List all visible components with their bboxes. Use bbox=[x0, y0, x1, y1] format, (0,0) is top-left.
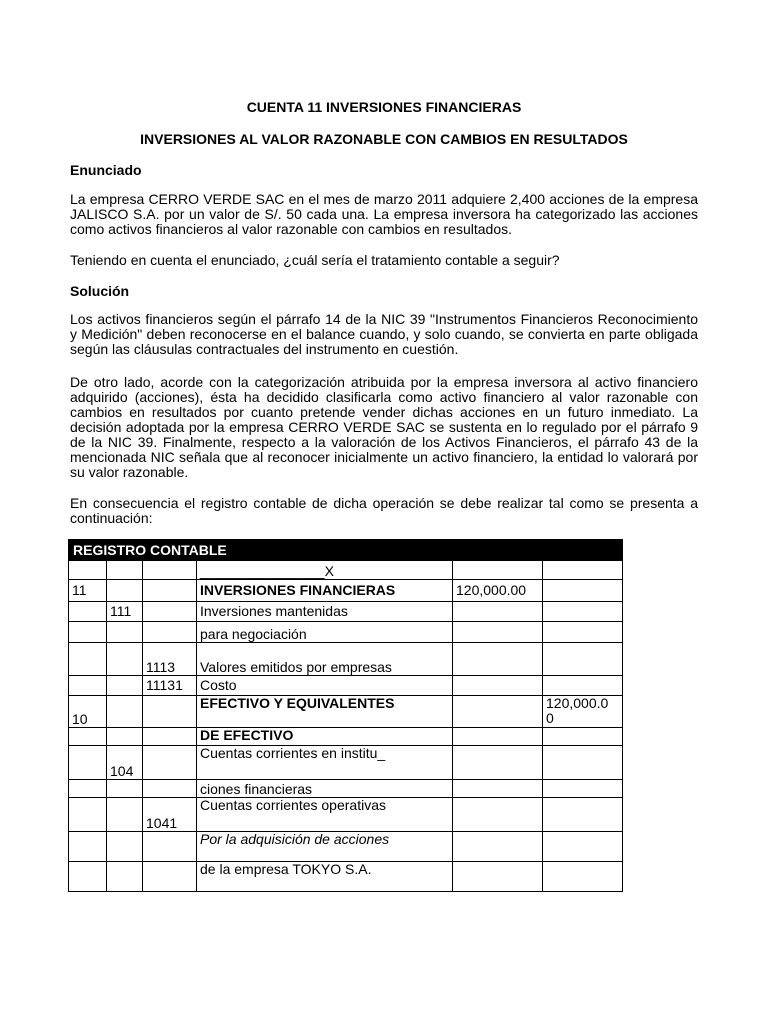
account-description: Valores emitidos por empresas bbox=[197, 643, 453, 676]
account-description: Cuentas corrientes operativas bbox=[197, 798, 453, 832]
account-description: DE EFECTIVO bbox=[197, 728, 453, 746]
ledger-header: REGISTRO CONTABLE bbox=[69, 540, 623, 561]
table-row bbox=[69, 728, 623, 746]
account-description: Costo bbox=[197, 676, 453, 696]
account-code: 10 bbox=[69, 696, 107, 728]
enunciado-heading: Enunciado bbox=[70, 162, 142, 178]
account-code: 11131 bbox=[143, 676, 197, 696]
table-row bbox=[69, 832, 623, 862]
table-row bbox=[69, 862, 623, 892]
solucion-heading: Solución bbox=[70, 283, 130, 299]
ledger-header-row bbox=[69, 540, 623, 561]
table-row bbox=[69, 643, 623, 676]
ledger-table bbox=[68, 539, 623, 892]
table-row bbox=[69, 580, 623, 602]
account-description: Inversiones mantenidas bbox=[197, 602, 453, 622]
document-subtitle: INVERSIONES AL VALOR RAZONABLE CON CAMBIOS EN RESULTADOS bbox=[140, 131, 628, 147]
table-row bbox=[69, 602, 623, 622]
table-row bbox=[69, 622, 623, 643]
entry-gloss: Por la adquisición de acciones bbox=[197, 832, 453, 862]
account-code: 111 bbox=[107, 602, 143, 622]
account-description: Cuentas corrientes en institu_ bbox=[197, 746, 453, 780]
entry-marker: ________________X bbox=[197, 561, 453, 580]
account-description: EFECTIVO Y EQUIVALENTES bbox=[197, 696, 453, 728]
table-row bbox=[69, 561, 623, 580]
table-row bbox=[69, 696, 623, 728]
entry-gloss: de la empresa TOKYO S.A. bbox=[197, 862, 453, 892]
account-description: para negociación bbox=[197, 622, 453, 643]
solucion-paragraph-1: Los activos financieros según el párrafo 14 de la NIC 39 "Instrumentos Financieros Reconocimiento y Medición" deben reconocerse en el balance cuando, y solo cuando, se convierta en parte obligada según las cláusulas contractuales del instrumento en cuestión. bbox=[70, 311, 698, 357]
account-code: 11 bbox=[69, 580, 107, 602]
account-code: 1113 bbox=[143, 643, 197, 676]
table-row bbox=[69, 746, 623, 780]
debit-amount: 120,000.00 bbox=[453, 580, 543, 602]
table-row bbox=[69, 780, 623, 798]
document-title: CUENTA 11 INVERSIONES FINANCIERAS bbox=[246, 99, 522, 115]
solucion-paragraph-2: De otro lado, acorde con la categorización atribuida por la empresa inversora al activo financiero adquirido (acciones), ésta ha decidido clasificarla como activo financiero al valor razonable con cambios en resultados por cuanto pretende vender dichas acciones en un futuro inmediato. La decisión adoptada por la empresa CERRO VERDE SAC se sustenta en lo regulado por el párrafo 9 de la NIC 39. Finalmente, respecto a la valoración de los Activos Financieros, el párrafo 43 de la mencionada NIC señala que al reconocer inicialmente un activo financiero, la entidad lo valorará por su valor razonable. bbox=[70, 374, 698, 480]
account-code: 104 bbox=[107, 746, 143, 780]
credit-amount: 120,000.0 0 bbox=[543, 696, 623, 728]
table-row bbox=[69, 798, 623, 832]
account-description: ciones financieras bbox=[197, 780, 453, 798]
account-code: 1041 bbox=[143, 798, 197, 832]
question-paragraph: Teniendo en cuenta el enunciado, ¿cuál sería el tratamiento contable a seguir? bbox=[70, 252, 560, 268]
account-description: INVERSIONES FINANCIERAS bbox=[197, 580, 453, 602]
solucion-paragraph-3: En consecuencia el registro contable de dicha operación se debe realizar tal como se presenta a continuación: bbox=[70, 495, 698, 526]
table-row bbox=[69, 676, 623, 696]
enunciado-paragraph: La empresa CERRO VERDE SAC en el mes de marzo 2011 adquiere 2,400 acciones de la empresa JALISCO S.A. por un valor de S/. 50 cada una. La empresa inversora ha categorizado las acciones como activos financieros al valor razonable con cambios en resultados. bbox=[70, 191, 698, 237]
